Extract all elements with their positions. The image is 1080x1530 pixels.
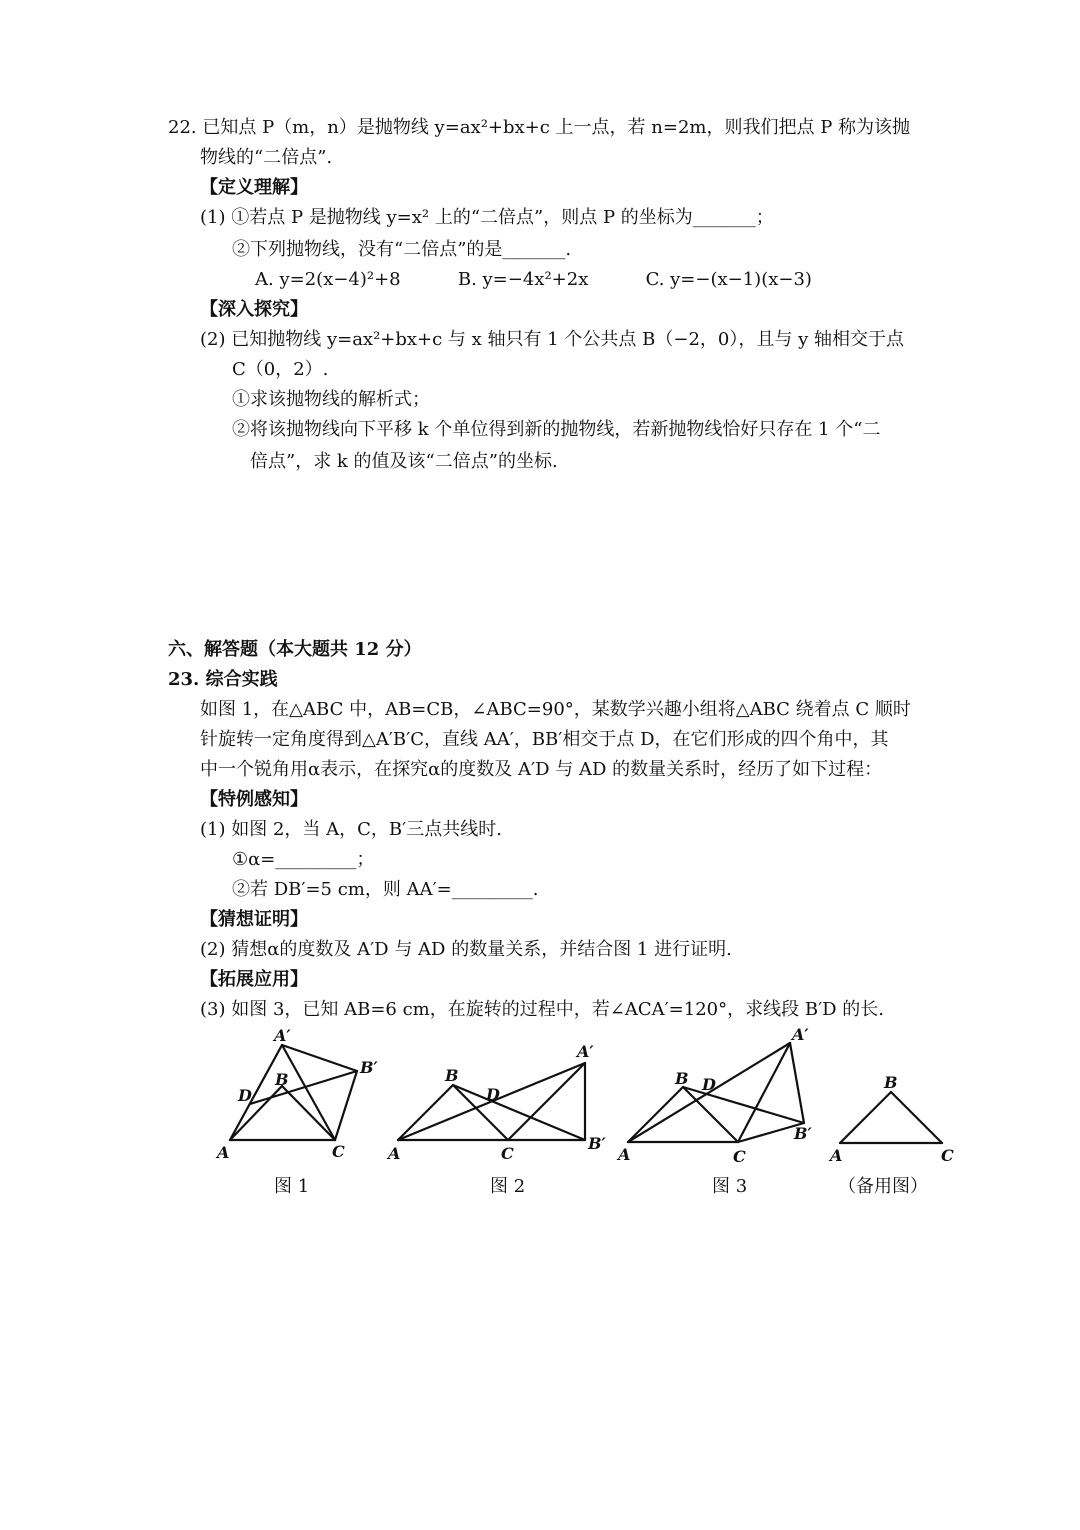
fig3-label-A: A [618, 1145, 631, 1164]
q23-part1: (1) 如图 2，当 A，C，B′三点共线时. [200, 819, 502, 840]
fig2-label-B: B [445, 1066, 459, 1085]
fig1-seg-BpC [335, 1071, 357, 1140]
fig3-label-Ap: A′ [792, 1025, 809, 1044]
q22-part2a: (2) 已知抛物线 y=ax²+bx+c 与 x 轴只有 1 个公共点 B（−2，0），且与 y 轴相交于点 [200, 329, 904, 350]
figure-3 [610, 1025, 830, 1175]
q22-options: A. y=2(x−4)²+8 B. y=−4x²+2x C. y=−(x−1)(x−3) [255, 269, 812, 290]
fig3-seg-ApBp [790, 1043, 804, 1123]
fig2-label-D: D [486, 1085, 500, 1104]
q23-intro3: 中一个锐角用α表示，在探究α的度数及 A′D 与 AD 的数量关系时，经历了如下过程： [200, 759, 883, 780]
fig3-label-Bp: B′ [794, 1124, 812, 1143]
q22-line1: 22. 已知点 P（m，n）是抛物线 y=ax²+bx+c 上一点，若 n=2m，则我们把点 P 称为该抛 [168, 117, 911, 138]
fig2-label-C: C [501, 1144, 514, 1163]
figure-spare [820, 1065, 970, 1175]
q23-part3: (3) 如图 3，已知 AB=6 cm，在旋转的过程中，若∠ACA′=120°，求线段 B′D 的长. [200, 999, 885, 1020]
q23-part2: (2) 猜想α的度数及 A′D 与 AD 的数量关系，并结合图 1 进行证明. [200, 939, 732, 960]
q23-part1a: ①α=_________； [232, 849, 375, 870]
fig1-label-B: B [275, 1070, 289, 1089]
fig2-label-Bp: B′ [588, 1134, 606, 1153]
spare-seg-BC [891, 1092, 942, 1143]
q23-section-conjecture: 【猜想证明】 [200, 909, 308, 930]
q22-line2: 物线的“二倍点”. [200, 147, 333, 168]
figure-1 [200, 1025, 400, 1175]
q22-section-definition: 【定义理解】 [200, 177, 308, 198]
fig2-seg-AB [398, 1085, 453, 1140]
fig2-seg-ApC [508, 1063, 585, 1140]
q22-part1a: (1) ①若点 P 是抛物线 y=x² 上的“二倍点”，则点 P 的坐标为_______； [200, 207, 774, 228]
fig3-label-B: B [675, 1069, 689, 1088]
q23-section-extension: 【拓展应用】 [200, 969, 308, 990]
q23-section-special: 【特例感知】 [200, 789, 308, 810]
q23-title: 23. 综合实践 [168, 669, 278, 690]
part6-heading: 六、解答题（本大题共 12 分） [168, 639, 422, 660]
fig2-label-Ap: A′ [577, 1042, 594, 1061]
fig1-label-C: C [332, 1142, 345, 1161]
q22-part2e: 倍点”，求 k 的值及该“二倍点”的坐标. [250, 451, 558, 472]
q23-intro1: 如图 1，在△ABC 中，AB=CB，∠ABC=90°，某数学兴趣小组将△ABC 绕着点 C 顺时 [200, 699, 911, 720]
fig1-label-A: A [217, 1143, 230, 1162]
spare-label-B: B [884, 1073, 898, 1092]
q22-part2c: ①求该抛物线的解析式； [232, 389, 430, 410]
fig2-seg-BBp [453, 1085, 585, 1140]
spare-label-C: C [941, 1146, 954, 1165]
q22-part1b: ②下列抛物线，没有“二倍点”的是_______. [232, 239, 572, 260]
fig1-label-D: D [238, 1086, 252, 1105]
figure-2 [380, 1025, 620, 1175]
fig3-label-D: D [702, 1075, 716, 1094]
fig3-label-C: C [733, 1147, 746, 1166]
fig3-caption: 图 3 [712, 1176, 748, 1197]
spare-caption: （备用图） [838, 1176, 928, 1197]
spare-label-A: A [830, 1146, 843, 1165]
q22-section-explore: 【深入探究】 [200, 299, 308, 320]
fig1-label-Bp: B′ [360, 1058, 378, 1077]
fig1-label-Ap: A′ [274, 1026, 291, 1045]
spare-seg-AB [840, 1092, 891, 1143]
q23-part1b: ②若 DB′=5 cm，则 AA′=_________. [232, 879, 539, 900]
fig2-caption: 图 2 [490, 1176, 526, 1197]
q23-intro2: 针旋转一定角度得到△A′B′C，直线 AA′，BB′相交于点 D，在它们形成的四个角中，其 [200, 729, 889, 750]
q22-part2d: ②将该抛物线向下平移 k 个单位得到新的抛物线，若新抛物线恰好只存在 1 个“二 [232, 419, 881, 440]
fig1-caption: 图 1 [274, 1176, 310, 1197]
q22-part2b: C（0，2）. [232, 359, 329, 380]
fig2-label-A: A [388, 1144, 401, 1163]
